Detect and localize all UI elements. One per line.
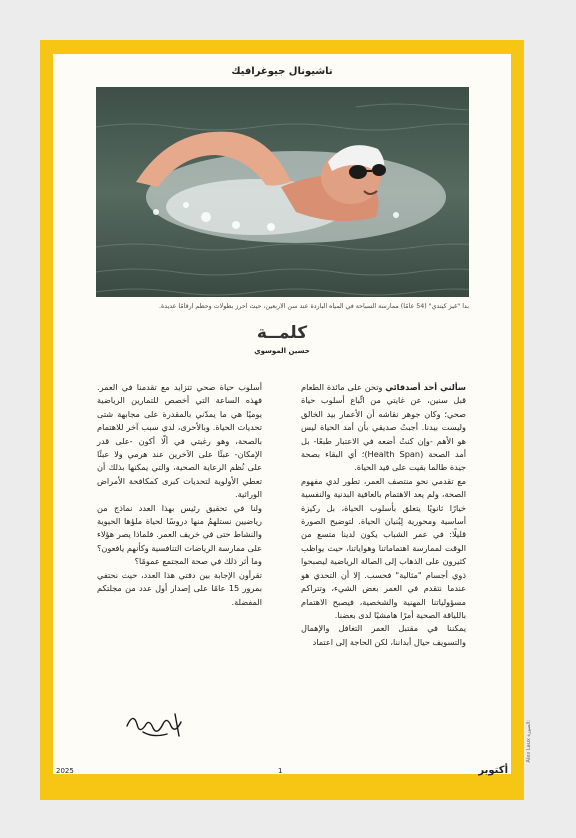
article-author: حسين الموسوي [254, 347, 310, 355]
photo-credit: Alex Laux الصورة: [526, 720, 532, 763]
footer-month: أكتوبر [478, 765, 508, 776]
article-column-right [301, 381, 466, 649]
cover-photo [96, 87, 469, 297]
magazine-name: ناشيونال جيوغرافيك [231, 66, 333, 77]
paragraph: يمكننا في مقتبل العمر التغافل والإهمال والتسويف حيال أبداننا، لكن الحاجة إلى اعتماد [301, 623, 466, 647]
paragraph: سألني أحد أصدقائي وتحن على مائدة الطعام قبل سنين، عن غايتي من اتِّباع أسلوب حياة صحي؛ وكان جوهر نقاشه أن الأعمار بيد الخالق وليست بيدنا. أجبتُ صديقي بأن أمد الحياة ليس هو الأهم -وإن كنتُ أضعه في الاعتبار طبعًا- بل أمد الصحة (Health Span)؛ أي البقاء بصحة جيدة طالما بقيت على قيد الحياة. [301, 382, 466, 473]
article-title: كلمــة [256, 323, 308, 343]
paragraph: أسلوب حياة صحي تتزايد مع تقدمنا في العمر. فهذه الساعة التي أخصص للتمارين الرياضية يوميًا هي ما يمدّني بالمقدرة على مجابهة شتى تحديات الحياة. وبالأحرى، لدي سبب آخر للاهتمام بالصحة، وهو رغبتي في ألّا أكون -على قدر الإمكان- عبئًا على الآخرين عند هرمي ولا عبئًا على نُظم الرعاية الصحية، والتي يمكنها بذلك أن تعطي الأولوية لتحديات كبرى كمكافحة الأمراض الوراثية. [97, 382, 262, 500]
page-number: 1 [278, 767, 283, 775]
page-footer [56, 765, 508, 779]
page-content [53, 54, 511, 774]
article-column-left [97, 381, 262, 609]
paragraph: ولنا في تحقيق رئيس بهذا العدد نماذج من رياضيين نستلهمُ منها دروسًا لحياة ملؤها الحيوية والنشاط حتى في خريف العمر. فلماذا يصر هؤلاء على ممارسة الرياضات التنافسية وكأنهم يافعون؟ وما أثر ذلك في صحة المجتمع عمومًا؟ [97, 502, 262, 567]
footer-year: 2025 [56, 767, 74, 775]
paragraph: مع تقدمي نحو منتصف العمر، تطور لدي مفهوم الصحة، ولم يعد الاهتمام بالعافية البدنية والنفسية خيارًا ثانويًا يتعلق بأسلوب الحياة، بل ركيزة أساسية ومحورية لِبُنيان الحياة. لتوضيح الصورة قليلًا: في عمر الشباب يكون لدينا متسع من الوقت لممارسة اهتماماتنا وهواياتنا، حيث يواظب كثيرون على الذهاب إلى الصالة الرياضية ليصبحوا ذوي أجسام "مثالية" فحسب. إلا أن التحدي هو عندما نتقدم في العمر بعض الشيء، وتتراكم مسؤولياتنا المهنية والشخصية، فيصبح الاهتمام باللياقة الصحية أمرًا هامشيًا لدى بعضنا. [301, 475, 466, 620]
photo-caption: بدأ "غيز كيندي" (54 عامًا) ممارسة السباحة في المياه الباردة عند سن الأربعين، حيث أحرز بطولات وحطم أرقامًا عديدة. [158, 303, 469, 310]
lead-in: سألني أحد أصدقائي [385, 382, 466, 392]
author-signature [123, 706, 189, 742]
paragraph: تقرأون الإجابة بين دفتي هذا العدد، حيث نحتفي بمرور 15 عامًا على إصدار أول عدد من مجلتكم المفضلة. [97, 569, 262, 607]
